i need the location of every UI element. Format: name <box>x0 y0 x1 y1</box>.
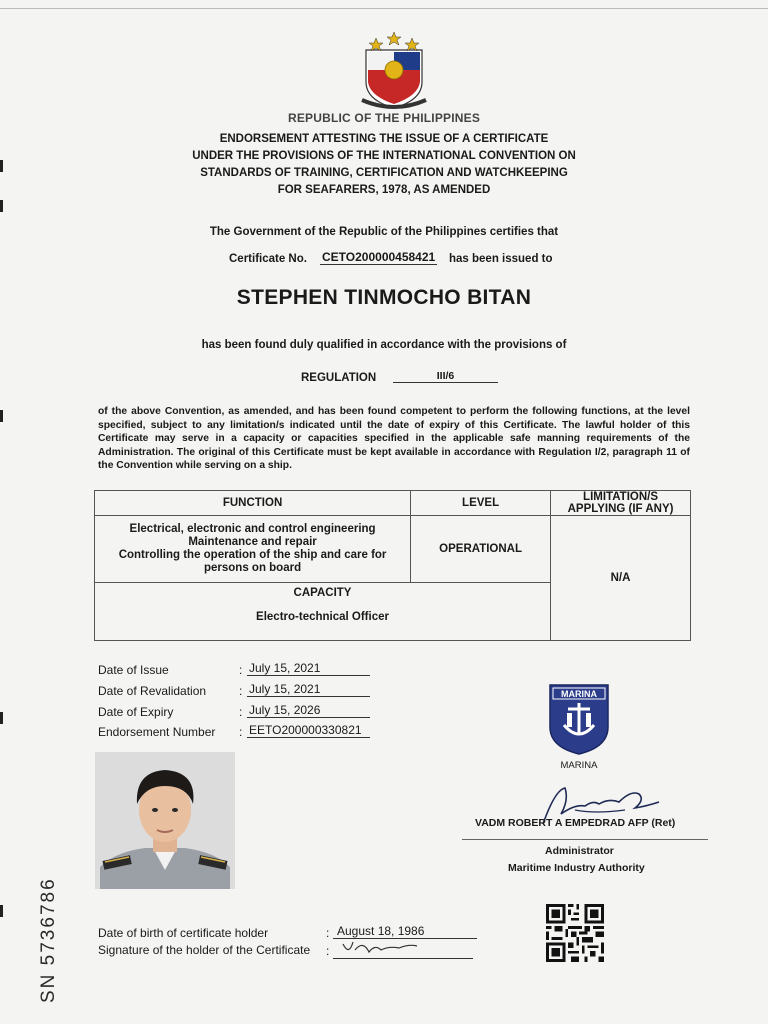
function-item: Maintenance and repair <box>188 536 317 548</box>
endorsement-title-line: FOR SEAFARERS, 1978, AS AMENDED <box>277 184 491 196</box>
marina-logo-text: MARINA <box>561 689 597 699</box>
date-of-birth-label: Date of birth of certificate holder <box>98 926 269 940</box>
signatory-title: Administrator <box>545 845 614 857</box>
marina-logo-icon <box>548 683 610 755</box>
date-of-revalidation-value: July 15, 2021 <box>247 682 370 697</box>
qualified-statement: has been found duly qualified in accordance with the provisions of <box>201 339 567 351</box>
limitations-header: LIMITATION/S APPLYING (IF ANY) <box>551 491 691 516</box>
date-of-issue-value: July 15, 2021 <box>247 661 370 676</box>
certificate-body-text: of the above Convention, as amended, and has been found competent to perform the following functions, at the level specified, subject to any limitation/s indicated until the date of expiry of this Certificate. The lawful holder of this Certificate may serve in a capacity or capacities specified in the applicable safe manning requirements of the Administration. The original of this Certificate must be kept available in accordance with Regulation I/2, paragraph 11 of the Convention while serving on a ship. <box>98 406 690 472</box>
certifies-statement: The Government of the Republic of the Philippines certifies that <box>209 226 559 238</box>
philippine-seal-icon <box>356 30 432 110</box>
edge-mark <box>0 410 3 422</box>
regulation-label: REGULATION <box>301 372 377 384</box>
functions-table <box>94 490 691 641</box>
endorsement-title-line: STANDARDS OF TRAINING, CERTIFICATION AND WATCHKEEPING <box>200 167 568 179</box>
regulation-value: III/6 <box>393 370 498 383</box>
holder-signature <box>333 936 473 959</box>
marina-caption: MARINA <box>560 760 598 771</box>
holder-photo <box>95 752 235 889</box>
date-of-birth-value: August 18, 1986 <box>333 924 477 939</box>
serial-number: SN 5736786 <box>38 877 59 1003</box>
edge-mark <box>0 200 3 212</box>
function-item: Electrical, electronic and control engineering <box>129 523 376 535</box>
holder-signature-scribble <box>333 936 473 958</box>
function-item: Controlling the operation of the ship and care for persons on board <box>118 549 387 574</box>
date-of-expiry-label: Date of Expiry <box>98 705 174 719</box>
colon: : <box>239 725 243 739</box>
signatory-name: VADM ROBERT A EMPEDRAD AFP (Ret) <box>475 817 676 829</box>
certificate-number-label: Certificate No. <box>229 253 307 265</box>
holder-name: STEPHEN TINMOCHO BITAN <box>236 286 532 309</box>
certificate-number: CETO200000458421 <box>322 250 436 264</box>
colon: : <box>239 663 243 677</box>
date-of-issue-label: Date of Issue <box>98 663 169 677</box>
colon: : <box>239 705 243 719</box>
issued-to-text: has been issued to <box>449 253 553 265</box>
capacity-label: CAPACITY <box>293 587 352 599</box>
level-header: LEVEL <box>411 491 551 516</box>
top-rule <box>0 8 768 9</box>
date-of-revalidation-label: Date of Revalidation <box>98 684 207 698</box>
endorsement-number-label: Endorsement Number <box>98 725 216 739</box>
edge-mark <box>0 712 3 724</box>
edge-mark <box>0 905 3 917</box>
functions-cell <box>95 516 411 583</box>
signatory-organization: Maritime Industry Authority <box>508 862 645 874</box>
country-title: REPUBLIC OF THE PHILIPPINES <box>287 111 481 125</box>
limitation-value: N/A <box>551 516 691 641</box>
endorsement-number-value: EETO200000330821 <box>247 723 370 738</box>
endorsement-title-line: UNDER THE PROVISIONS OF THE INTERNATIONAL CONVENTION ON <box>192 150 576 162</box>
holder-signature-label: Signature of the holder of the Certificate <box>98 943 311 957</box>
date-of-expiry-value: July 15, 2026 <box>247 703 370 718</box>
endorsement-title-line: ENDORSEMENT ATTESTING THE ISSUE OF A CERTIFICATE <box>219 133 549 145</box>
colon: : <box>326 944 330 958</box>
capacity-cell <box>95 583 551 641</box>
colon: : <box>239 684 243 698</box>
level-value: OPERATIONAL <box>411 516 551 583</box>
function-header: FUNCTION <box>95 491 411 516</box>
qr-code-icon <box>545 904 605 962</box>
colon: : <box>326 926 330 940</box>
signature-line <box>462 839 708 840</box>
capacity-value: Electro-technical Officer <box>256 611 389 623</box>
